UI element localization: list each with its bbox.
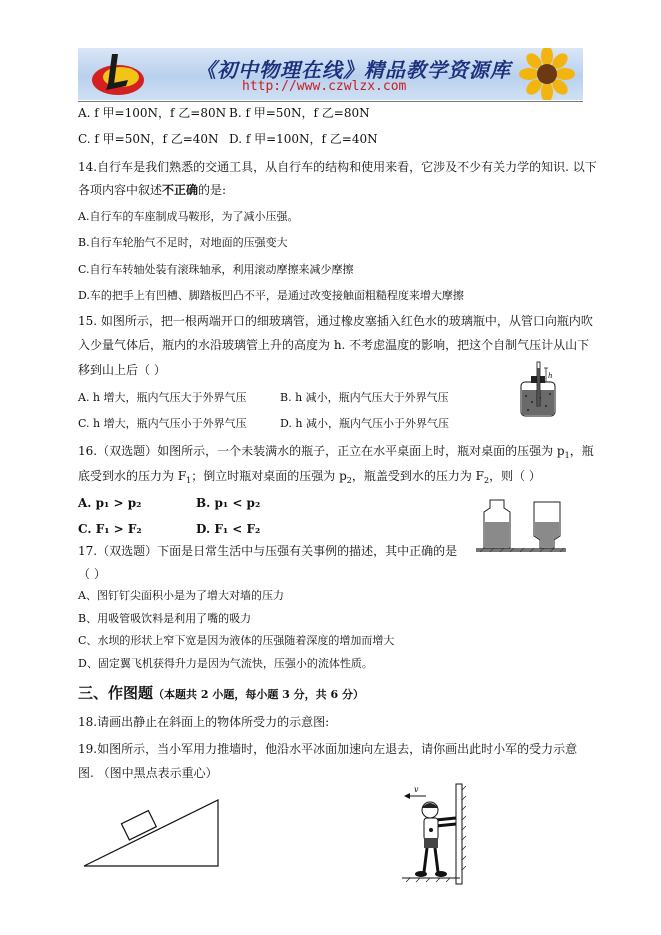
q19-stem-line2: 图. （图中黑点表示重心） [78, 766, 218, 780]
logo-icon [88, 50, 148, 98]
q14-emphasis: 不正确 [162, 183, 199, 197]
q14-option-b: B.自行车轮胎气不足时，对地面的压强变大 [78, 236, 288, 249]
incline-block-figure [82, 798, 222, 868]
q13-option-d: D. f 甲=100N，f 乙=40N [229, 132, 378, 146]
q16-option-a: A. p₁ > p₂ [78, 496, 142, 510]
section-3-heading [78, 685, 364, 703]
q14-option-d: D.车的把手上有凹槽、脚踏板凹凸不平，是通过改变接触面粗糙程度来增大摩擦 [78, 289, 464, 302]
barometer-bottle-figure [516, 360, 566, 420]
center-of-gravity-dot [429, 828, 433, 832]
q15-option-a: A. h 增大，瓶内气压大于外界气压 [78, 391, 247, 404]
section-3-note: （本题共 2 小题，每小题 3 分，共 6 分） [153, 688, 364, 701]
banner-url[interactable]: http://www.czwlzx.com [242, 79, 407, 94]
q15-option-d: D. h 减小，瓶内气压小于外界气压 [280, 417, 450, 430]
q13-option-b: B. f 甲=50N，f 乙=80N [229, 106, 370, 120]
q17-option-c: C、水坝的形状上窄下宽是因为液体的压强随着深度的增加而增大 [78, 634, 395, 647]
q17-stem-line1: 17.（双选题）下面是日常生活中与压强有关事例的描述，其中正确的是 [78, 544, 458, 558]
q14-stem-line1: 14.自行车是我们熟悉的交通工具，从自行车的结构和使用来看，它涉及不少有关力学的知识. 以下 [78, 160, 597, 174]
sunflower-icon [513, 48, 579, 100]
height-label: h [548, 372, 553, 380]
q17-option-a: A、图钉钉尖面积小是为了增大对墙的压力 [78, 589, 284, 602]
q15-stem-line1: 15. 如图所示，把一根两端开口的细玻璃管，通过橡皮塞插入红色水的玻璃瓶中，从管口向瓶内吹 [78, 314, 593, 328]
q14-option-c: C.自行车转轴处装有滚珠轴承，利用滚动摩擦来减少摩擦 [78, 263, 354, 276]
header-divider [78, 101, 583, 102]
header-banner [78, 48, 583, 100]
q13-option-c: C. f 甲=50N，f 乙=40N [78, 132, 219, 146]
section-3-title: 三、作图题 [78, 684, 154, 702]
banner-title: 《初中物理在线》精品教学资源库 [196, 58, 511, 82]
boy-pushing-wall-figure [400, 780, 480, 892]
bottles-figure [470, 492, 570, 558]
q15-option-b: B. h 减小，瓶内气压大于外界气压 [280, 391, 449, 404]
q19-stem-line1: 19.如图所示，当小军用力推墙时，他沿水平冰面加速向左退去，请你画出此时小军的受力示意 [78, 742, 578, 756]
q15-stem-line3: 移到山上后（ ） [78, 363, 166, 377]
q17-option-d: D、固定翼飞机获得升力是因为气流快，压强小的流体性质。 [78, 657, 373, 670]
q18-stem: 18.请画出静止在斜面上的物体所受力的示意图: [78, 715, 330, 729]
q17-option-b: B、用吸管吸饮料是利用了嘴的吸力 [78, 612, 252, 625]
q16-stem-line2: 底受到水的压力为 $F_1$；倒立时瓶对桌面的压强为 $p_2$，瓶盖受到水的压力为 $F_2$，则（ ） [78, 469, 541, 485]
velocity-label: v [414, 785, 419, 794]
q15-option-c: C. h 增大，瓶内气压小于外界气压 [78, 417, 247, 430]
q13-option-a: A. f 甲=100N，f 乙=80N [78, 106, 227, 120]
q17-stem-line2: （ ） [78, 567, 106, 581]
q16-stem-line1: 16.（双选题）如图所示，一个未装满水的瓶子，正立在水平桌面上时，瓶对桌面的压强为 $p_1$，瓶 [78, 444, 594, 460]
q16-option-c: C. F₁ > F₂ [78, 522, 142, 536]
q15-stem-line2: 入少量气体后，瓶内的水沿玻璃管上升的高度为 h. 不考虑温度的影响，把这个自制气压计从山下 [78, 338, 590, 352]
q14-option-a: A.自行车的车座制成马鞍形，为了减小压强。 [78, 210, 299, 223]
q16-option-b: B. p₁ < p₂ [196, 496, 261, 510]
q16-option-d: D. F₁ < F₂ [196, 522, 261, 536]
q14-stem-line2: 各项内容中叙述不正确的是: [78, 183, 227, 197]
